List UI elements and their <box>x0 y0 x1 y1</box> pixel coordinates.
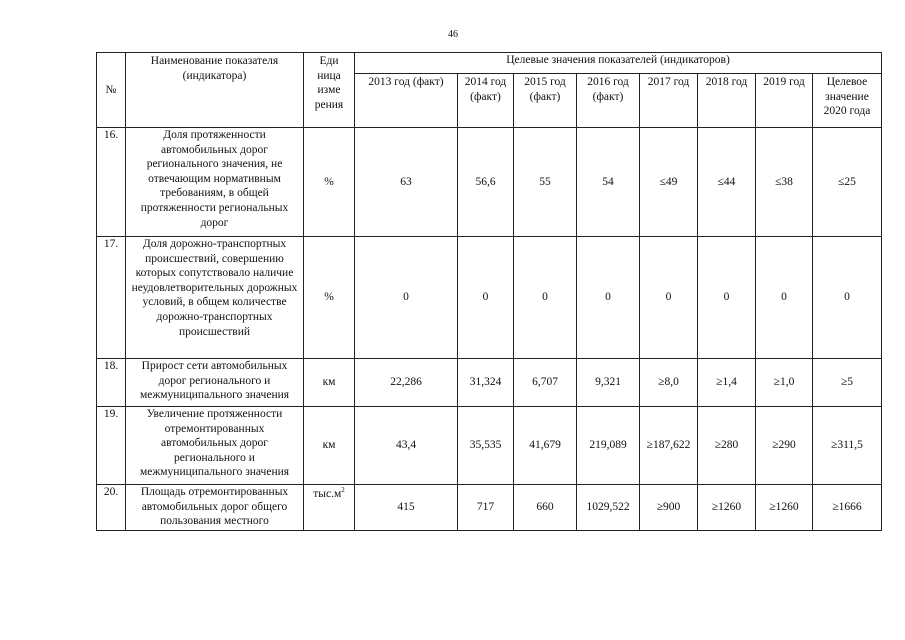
header-year: 2013 год (факт) <box>355 74 458 128</box>
header-year: 2016 год (факт) <box>577 74 640 128</box>
value-cell: 56,6 <box>458 128 514 237</box>
value-cell: 43,4 <box>355 407 458 485</box>
value-cell: ≥900 <box>640 485 698 531</box>
value-cell: ≤44 <box>698 128 756 237</box>
unit-text: тыс.м <box>313 488 342 500</box>
unit-cell <box>304 485 355 531</box>
row-number: 16. <box>97 128 126 237</box>
value-cell: ≥8,0 <box>640 359 698 407</box>
value-cell: 6,707 <box>514 359 577 407</box>
value-cell: 0 <box>458 237 514 359</box>
table-row <box>97 237 882 359</box>
value-cell: 660 <box>514 485 577 531</box>
row-number: 17. <box>97 237 126 359</box>
value-cell: 415 <box>355 485 458 531</box>
value-cell: ≥1260 <box>698 485 756 531</box>
header-year: 2015 год (факт) <box>514 74 577 128</box>
table-row <box>97 407 882 485</box>
unit-cell: % <box>304 237 355 359</box>
header-unit: Еди ница изме рения <box>304 53 355 128</box>
indicator-name: Доля протяженности автомобильных дорог регионального значения, не отвечающим нормативным требованиям, в общей протяженности региональных дорог <box>126 128 304 237</box>
indicator-name: Доля дорожно-транспортных происшествий, совершению которых сопутствовало наличие неудовлетворительных дорожных условий, в общем количестве дорожно-транспортных происшествий <box>126 237 304 359</box>
row-number: 18. <box>97 359 126 407</box>
page-number: 46 <box>448 29 458 40</box>
header-year: 2019 год <box>756 74 813 128</box>
indicators-table <box>96 52 882 531</box>
value-cell: 0 <box>577 237 640 359</box>
header-year: 2018 год <box>698 74 756 128</box>
value-cell: 219,089 <box>577 407 640 485</box>
header-name: Наименование показателя (индикатора) <box>126 53 304 128</box>
value-cell: ≥1,0 <box>756 359 813 407</box>
value-cell: 0 <box>514 237 577 359</box>
value-cell: 55 <box>514 128 577 237</box>
value-cell: 54 <box>577 128 640 237</box>
table-row <box>97 128 882 237</box>
value-cell: ≥1260 <box>756 485 813 531</box>
unit-cell: км <box>304 359 355 407</box>
value-cell: ≥1,4 <box>698 359 756 407</box>
indicator-name: Площадь отремонтированных автомобильных дорог общего пользования местного <box>126 485 304 531</box>
header-year: 2014 год (факт) <box>458 74 514 128</box>
header-row-top <box>97 53 882 74</box>
value-cell: 9,321 <box>577 359 640 407</box>
value-cell: ≥280 <box>698 407 756 485</box>
table-row <box>97 485 882 531</box>
value-cell: ≤25 <box>813 128 882 237</box>
value-cell: 717 <box>458 485 514 531</box>
value-cell: ≤49 <box>640 128 698 237</box>
value-cell: 0 <box>813 237 882 359</box>
value-cell: ≥5 <box>813 359 882 407</box>
value-cell: 63 <box>355 128 458 237</box>
header-year: Целевое значение 2020 года <box>813 74 882 128</box>
header-no: № <box>97 53 126 128</box>
unit-superscript: 2 <box>341 486 345 495</box>
value-cell: 0 <box>640 237 698 359</box>
value-cell: ≥187,622 <box>640 407 698 485</box>
value-cell: 1029,522 <box>577 485 640 531</box>
value-cell: 0 <box>355 237 458 359</box>
row-number: 19. <box>97 407 126 485</box>
header-targets: Целевые значения показателей (индикаторов) <box>355 53 882 74</box>
value-cell: 0 <box>698 237 756 359</box>
value-cell: 22,286 <box>355 359 458 407</box>
row-number: 20. <box>97 485 126 531</box>
value-cell: ≤38 <box>756 128 813 237</box>
table-row <box>97 359 882 407</box>
indicator-name: Увеличение протяженности отремонтированных автомобильных дорог регионального и межмуниципального значения <box>126 407 304 485</box>
header-year: 2017 год <box>640 74 698 128</box>
value-cell: ≥290 <box>756 407 813 485</box>
value-cell: ≥1666 <box>813 485 882 531</box>
unit-cell: км <box>304 407 355 485</box>
value-cell: 35,535 <box>458 407 514 485</box>
indicator-name: Прирост сети автомобильных дорог регионального и межмуниципального значения <box>126 359 304 407</box>
value-cell: 31,324 <box>458 359 514 407</box>
value-cell: 41,679 <box>514 407 577 485</box>
unit-cell: % <box>304 128 355 237</box>
value-cell: ≥311,5 <box>813 407 882 485</box>
value-cell: 0 <box>756 237 813 359</box>
